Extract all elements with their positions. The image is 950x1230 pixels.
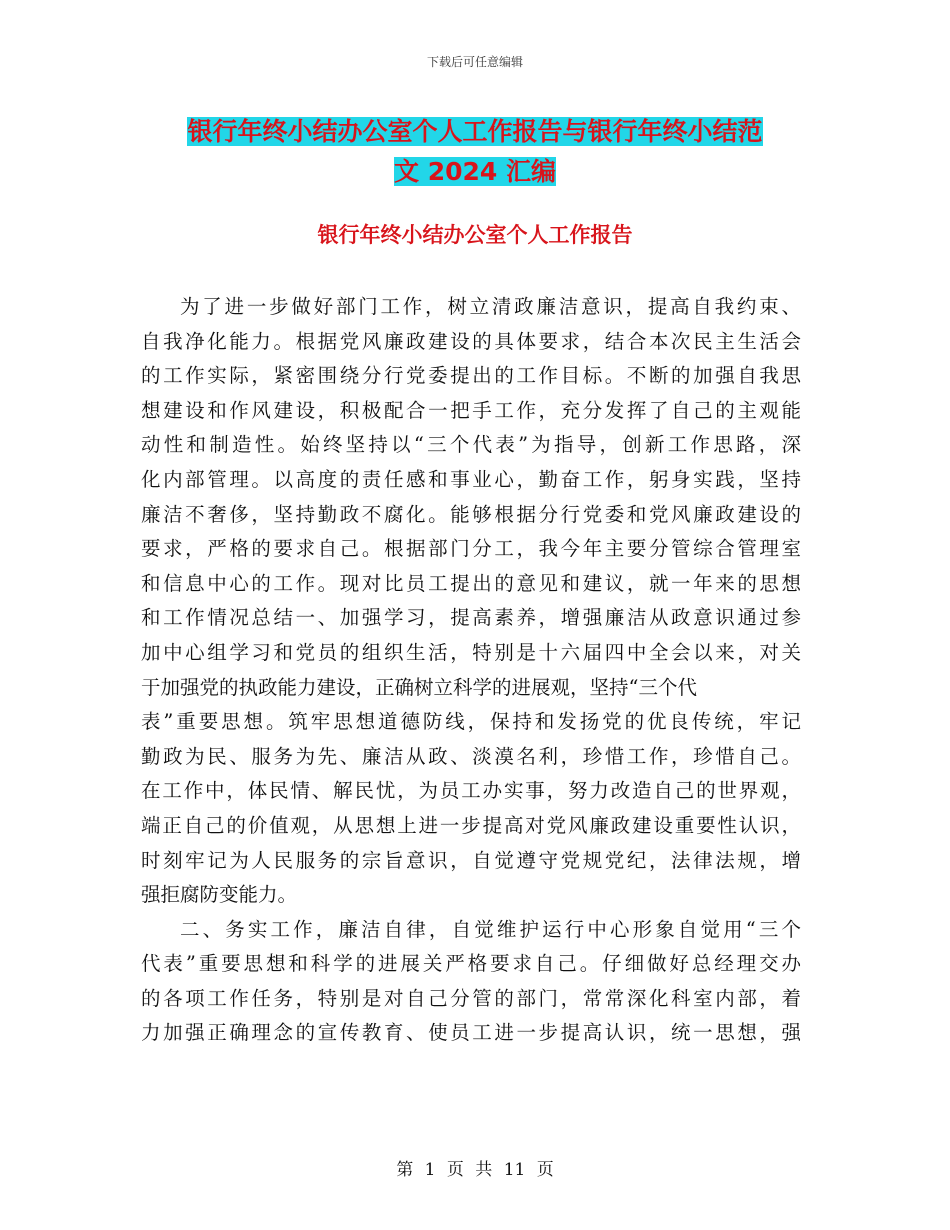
paragraph-line: 和工作情况总结一、加强学习，提高素养，增强廉洁从政意识通过参 — [141, 606, 801, 630]
paragraph-line: 力加强正确理念的宣传教育、使员工进一步提高认识，统一思想，强 — [141, 1021, 801, 1045]
paragraph-line: 二、务实工作，廉洁自律，自觉维护运行中心形象自觉用“三个 — [180, 917, 801, 941]
document-title — [150, 112, 800, 192]
paragraph-line: 为了进一步做好部门工作，树立清政廉洁意识，提高自我约束、 — [180, 295, 801, 318]
paragraph-line: 动性和制造性。始终坚持以“三个代表”为指导，创新工作思路，深 — [141, 433, 801, 457]
header-note: 下载后可任意编辑 — [426, 55, 523, 69]
paragraph-line: 要求，严格的要求自己。根据部门分工，我今年主要分管综合管理室 — [141, 537, 801, 561]
paragraph-line: 表”重要思想。筑牢思想道德防线，保持和发扬党的优良传统，牢记 — [141, 710, 801, 734]
page-number: 第 1 页 共 11 页 — [396, 1160, 554, 1180]
paragraph-line: 端正自己的价值观，从思想上进一步提高对党风廉政建设重要性认识， — [141, 813, 801, 837]
paragraph-line: 和信息中心的工作。现对比员工提出的意见和建议，就一年来的思想 — [141, 571, 801, 595]
paragraph-line: 时刻牢记为人民服务的宗旨意识，自觉遵守党规党纪，法律法规，增 — [141, 848, 801, 872]
paragraph-line: 勤政为民、服务为先、廉洁从政、淡漠名利，珍惜工作，珍惜自己。 — [141, 744, 801, 768]
section-title: 银行年终小结办公室个人工作报告 — [317, 223, 633, 247]
document-title-line-1: 银行年终小结办公室个人工作报告与银行年终小结范 — [187, 117, 763, 146]
paragraph-line: 强拒腐防变能力。 — [141, 883, 298, 907]
paragraph-line: 的各项工作任务，特别是对自己分管的部门，常常深化科室内部，着 — [141, 986, 801, 1010]
paragraph-line: 代表”重要思想和科学的进展关严格要求自己。仔细做好总经理交办 — [141, 952, 801, 976]
paragraph-line: 自我净化能力。根据党风廉政建设的具体要求，结合本次民主生活会 — [141, 329, 801, 353]
body-text — [141, 290, 801, 1051]
paragraph-line: 于加强党的执政能力建设，正确树立科学的进展观，坚持“三个代 — [141, 675, 697, 699]
paragraph-line: 在工作中，体民情、解民忧，为员工办实事，努力改造自己的世界观， — [141, 779, 801, 803]
document-title-line-2: 文 2024 汇编 — [394, 157, 556, 186]
paragraph-line: 想建设和作风建设，积极配合一把手工作，充分发挥了自己的主观能 — [141, 398, 801, 422]
paragraph-line: 化内部管理。以高度的责任感和事业心，勤奋工作，躬身实践，坚持 — [141, 467, 801, 491]
paragraph-line: 廉洁不奢侈，坚持勤政不腐化。能够根据分行党委和党风廉政建设的 — [141, 502, 801, 526]
paragraph-line: 加中心组学习和党员的组织生活，特别是十六届四中全会以来，对关 — [141, 640, 801, 664]
paragraph-line: 的工作实际，紧密围绕分行党委提出的工作目标。不断的加强自我思 — [141, 364, 801, 388]
